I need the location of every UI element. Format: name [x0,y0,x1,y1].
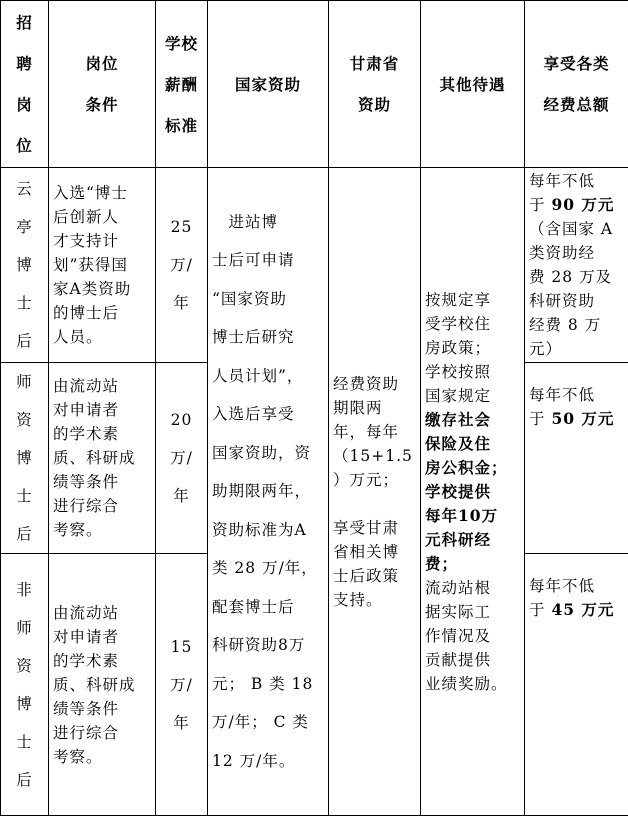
text-line: 资 [5,401,44,439]
header-salary [156,1,208,168]
text-line [529,598,624,622]
text-line: 入选“博士 [53,181,151,205]
text-line: “国家资助 [212,280,324,319]
text-line: 年 [160,284,203,322]
text-line: 岗 [5,84,44,125]
text-line: 享受甘肃 [333,516,416,540]
text-line: 博士后研究 [212,318,324,357]
national-funding-cell [208,168,329,816]
header-other-benefits [421,1,525,168]
text: 于 [529,410,551,428]
header-gansu-funding [329,1,421,168]
text-line: 配套博士后 [212,588,324,627]
header-total-funding [525,1,628,168]
text-line [425,624,520,648]
bold-text: 50 万元 [551,409,614,428]
text-line: 质、科研成 [53,446,151,470]
salary-cell [156,554,208,816]
table-row [1,168,628,363]
text: 每年不低 [529,172,595,190]
text-line: 博 [5,246,44,284]
text-line [529,407,624,431]
text-line: 后 [5,515,44,553]
bold-text: 90 万元 [551,195,614,214]
text-line: 绩等条件 [53,697,151,721]
text-line [333,492,416,516]
text-line [425,384,520,408]
total-funding-cell [525,363,628,554]
text-line [529,383,624,407]
text-line: 元； B 类 18 [212,665,324,704]
text-line [529,337,624,361]
text-line [425,504,520,528]
text-line: 家A类资助 [53,277,151,301]
text-line: 考察。 [53,745,151,769]
text-line: 士 [5,284,44,322]
text-line: 万/ [160,246,203,284]
text-line: 类 28 万/年， [212,549,324,588]
text-line: 享受各类 [529,43,624,84]
text: 按规定享 [425,291,491,309]
text-line [529,169,624,193]
text-line [425,600,520,624]
text-line: 才支持计 [53,229,151,253]
text-line: 人员。 [53,325,151,349]
bold-text: 保险及住 [425,434,491,453]
text-line [425,480,520,504]
text-line [425,312,520,336]
position-cell [1,554,49,816]
text: 据实际工 [425,603,491,621]
text: 受学校住 [425,315,491,333]
bold-text: 45 万元 [551,600,614,619]
text-line: 条件 [53,84,151,125]
text-line: 15 [160,628,203,666]
text: 类资助经 [529,244,595,262]
text: 每年不低 [529,386,595,404]
text-line: 后 [5,761,44,799]
header-position [1,1,49,168]
text-line [529,241,624,265]
text-line: 资助标准为A [212,511,324,550]
text: 费 28 万及 [529,268,612,286]
text: 国家规定 [425,387,491,405]
text-line: 后创新人 [53,205,151,229]
text: 于 [529,601,551,619]
text: 房政策； [425,339,491,357]
text: （含国家 A [529,220,613,238]
text-line [529,193,624,217]
bold-text: 费； [425,554,458,573]
other-benefits-cell [421,168,525,816]
text: 作情况及 [425,627,491,645]
text-line [425,648,520,672]
text-line [425,528,520,552]
position-cell [1,168,49,363]
text-line: 其他待遇 [425,64,520,105]
text-line: 对申请者 [53,398,151,422]
text-line: 师 [5,609,44,647]
position-cell [1,363,49,554]
text-line [529,217,624,241]
text-line: 入选后享受 [212,395,324,434]
text-line: 万/年； C 类 [212,703,324,742]
text-line [425,408,520,432]
text-line: 进行综合 [53,494,151,518]
text-line: 经费资助 [333,372,416,396]
text-line [529,574,624,598]
text: 贡献提供 [425,651,491,669]
text-line: 薪酬 [160,64,203,105]
text: 学校按照 [425,363,491,381]
text: 元） [529,340,562,358]
total-funding-cell [525,168,628,363]
text-line: 考察。 [53,518,151,542]
bold-text: 房公积金； [425,458,508,477]
text-line: 非 [5,571,44,609]
text-line: 士后政策 [333,564,416,588]
bold-text: 每年10万 [425,506,498,525]
text-line: 士 [5,723,44,761]
text-line: 进站博 [212,203,324,242]
text-line: 博 [5,439,44,477]
text-line: 万/ [160,666,203,704]
header-national-funding [208,1,329,168]
conditions-cell [49,554,156,816]
text: 经费 8 万 [529,316,601,334]
text-line: 资助 [333,84,416,125]
bold-text: 缴存社会 [425,410,491,429]
gansu-funding-cell [329,168,421,816]
text-line: 对申请者 [53,625,151,649]
text-line: 资 [5,647,44,685]
text-line: 甘肃省 [333,43,416,84]
text-line: 国家资助，资 [212,434,324,473]
text-line: 人员计划”， [212,357,324,396]
text-line: 标准 [160,105,203,146]
text-line: 进行综合 [53,721,151,745]
header-row [1,1,628,168]
text-line: 12 万/年。 [212,742,324,781]
text-line: 经费总额 [529,84,624,125]
text-line [425,336,520,360]
text-line: 省相关博 [333,540,416,564]
text-line: 博 [5,685,44,723]
text: 科研资助 [529,292,595,310]
text-line: 年，每年 [333,420,416,444]
text-line: 由流动站 [53,374,151,398]
bold-text: 元科研经 [425,530,491,549]
text-line: 由流动站 [53,601,151,625]
text-line: 划”获得国 [53,253,151,277]
text-line [529,313,624,337]
salary-cell [156,168,208,363]
text-line: 支持。 [333,588,416,612]
text-line: 科研资助8万 [212,626,324,665]
text-line: 的学术素 [53,649,151,673]
text-line: 的博士后 [53,301,151,325]
total-funding-cell [525,554,628,816]
text-line: 25 [160,208,203,246]
text-line: （15+1.5 [333,444,416,468]
text-line [529,265,624,289]
text-line: 年 [160,477,203,515]
bold-text: 学校提供 [425,482,491,501]
text-line [425,672,520,696]
text-line: 岗位 [53,43,151,84]
text-line: 国家资助 [212,64,324,105]
text-line: 绩等条件 [53,470,151,494]
text-line: 的学术素 [53,422,151,446]
text-line [425,456,520,480]
text-line: 学校 [160,23,203,64]
text-line: 后 [5,322,44,360]
text-line [425,288,520,312]
text-line: 聘 [5,43,44,84]
text-line: 士 [5,477,44,515]
salary-cell [156,363,208,554]
text-line: 质、科研成 [53,673,151,697]
text-line: 师 [5,363,44,401]
text-line: 万/ [160,439,203,477]
text-line: 云 [5,170,44,208]
text-line [425,576,520,600]
text-line: 士后可申请 [212,241,324,280]
text-line [425,360,520,384]
text-line: 20 [160,401,203,439]
text-line: 位 [5,125,44,166]
header-conditions [49,1,156,168]
text: 业绩奖励。 [425,675,508,693]
text-line: 招 [5,2,44,43]
text-line [529,289,624,313]
text-line: 助期限两年， [212,472,324,511]
text-line: 年 [160,704,203,742]
conditions-cell [49,363,156,554]
text-line: 期限两 [333,396,416,420]
text-line [425,552,520,576]
text: 每年不低 [529,577,595,595]
text-line: ）万元； [333,468,416,492]
text-line [425,432,520,456]
text-line: 亭 [5,208,44,246]
text: 于 [529,196,551,214]
conditions-cell [49,168,156,363]
text: 流动站根 [425,579,491,597]
